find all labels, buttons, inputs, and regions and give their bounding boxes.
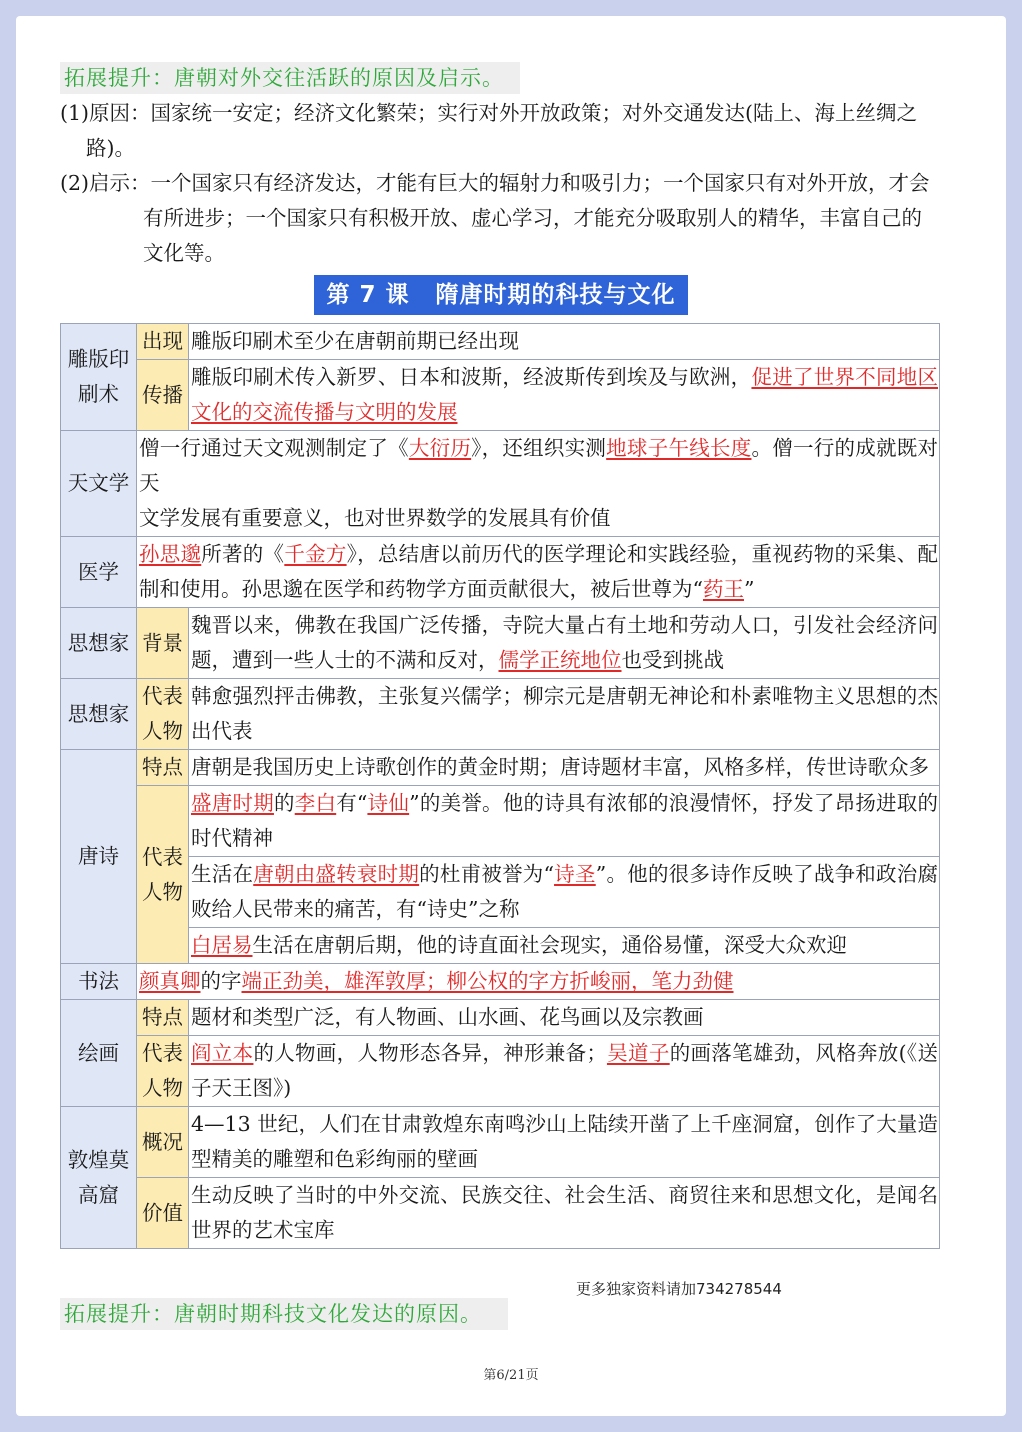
row-label: 传播 xyxy=(137,360,189,431)
row-text xyxy=(137,964,940,1000)
extension-heading-2: 拓展提升：唐朝时期科技文化发达的原因。 xyxy=(60,1298,508,1330)
text-span: 僧一行通过天文观测制定了《 xyxy=(139,436,409,460)
table-row xyxy=(61,928,940,964)
highlight-text: 孙思邈 xyxy=(139,542,202,566)
table-row xyxy=(61,431,940,537)
text-span: 的人物画，人物形态各异，神形兼备； xyxy=(253,1041,607,1065)
row-label: 特点 xyxy=(137,1000,189,1036)
table-row xyxy=(61,857,940,928)
highlight-text: 唐朝由盛转衰时期 xyxy=(253,862,420,886)
table-row xyxy=(61,1107,940,1178)
row-text xyxy=(189,360,940,431)
row-category-painting: 绘画 xyxy=(61,1000,137,1107)
text-span: 的字 xyxy=(200,969,242,993)
knowledge-table xyxy=(60,323,940,1249)
text-span: 雕版印刷术传入新罗、日本和波斯，经波斯传到埃及与欧洲， xyxy=(191,365,752,389)
text-span: 》，还组织实测 xyxy=(471,436,607,460)
highlight-text: 诗仙 xyxy=(367,791,410,815)
row-category-dunhuang: 敦煌莫高窟 xyxy=(61,1107,137,1249)
row-category-thinkers: 思想家 xyxy=(61,608,137,679)
text-span: 所著的《 xyxy=(201,542,285,566)
text-span: ” xyxy=(743,577,755,601)
text-span: 的杜甫被誉为“ xyxy=(419,862,555,886)
highlight-text: 李白 xyxy=(294,791,337,815)
highlight-text: 盛唐时期 xyxy=(191,791,274,815)
row-label: 代表人物 xyxy=(137,1036,189,1107)
row-category-printing: 雕版印刷术 xyxy=(61,324,137,431)
table-row xyxy=(61,1000,940,1036)
text-span: 生活在 xyxy=(191,862,254,886)
reason-paragraph: (1)原因：国家统一安定；经济文化繁荣；实行对外开放政策；对外交通发达(陆上、海上丝绸之路)。 xyxy=(60,101,918,160)
row-category-astronomy: 天文学 xyxy=(61,431,137,537)
text-span: 的画落笔雄劲，风格奔放(《送子天王图》) xyxy=(191,1041,938,1100)
table-row xyxy=(61,537,940,608)
text-span: 》，总结唐以前历代的医学理论和实践经验，重视药物的采集、配制和使用。孙思邈在医学和药物学方面贡献很大，被后世尊为“ xyxy=(139,542,939,601)
row-text: 韩愈强烈抨击佛教，主张复兴儒学；柳宗元是唐朝无神论和朴素唯物主义思想的杰出代表 xyxy=(189,679,940,750)
table-row xyxy=(61,964,940,1000)
row-text xyxy=(189,786,940,857)
text-span: 有“ xyxy=(336,791,368,815)
text-span: 也受到挑战 xyxy=(621,648,724,672)
insight-text: (2)启示：一个国家只有经济发达，才能有巨大的辐射力和吸引力；一个国家只有对外开放，才会有所进步；一个国家只有积极开放、虚心学习，才能充分吸取别人的精华，丰富自己的文化等。 xyxy=(60,171,930,265)
highlight-text: 药王 xyxy=(702,577,744,601)
highlight-text: 儒学正统地位 xyxy=(498,648,622,672)
text-span: ”。他的很多诗作反映了战争和政治腐败给人民带来的痛苦，有“诗史”之称 xyxy=(191,862,939,921)
insight-paragraph xyxy=(60,166,942,271)
row-label: 代表人物 xyxy=(137,786,189,964)
highlight-text: 促进了世界不同地区文化的交流传播与文明的发展 xyxy=(191,365,939,424)
highlight-text: 阎立本 xyxy=(191,1041,254,1065)
row-text xyxy=(189,857,940,928)
text-span: 魏晋以来，佛教在我国广泛传播，寺院大量占有土地和劳动人口，引发社会经济问题，遭到一些人士的不满和反对， xyxy=(191,613,938,672)
row-category-poetry: 唐诗 xyxy=(61,750,137,964)
table-row xyxy=(61,679,940,750)
page-number: 第6/21页 xyxy=(483,1368,539,1383)
highlight-text: 大衍历 xyxy=(408,436,472,460)
row-category-medicine: 医学 xyxy=(61,537,137,608)
table-row xyxy=(61,786,940,857)
row-label: 价值 xyxy=(137,1178,189,1249)
row-label: 背景 xyxy=(137,608,189,679)
extension-heading-1: 拓展提升：唐朝对外交往活跃的原因及启示。 xyxy=(60,62,520,94)
row-label: 特点 xyxy=(137,750,189,786)
row-text xyxy=(189,608,940,679)
highlight-text: 颜真卿 xyxy=(139,969,201,993)
table-row xyxy=(61,1036,940,1107)
row-text xyxy=(137,431,940,537)
lesson-name: 隋唐时期的科技与文化 xyxy=(435,282,676,308)
highlight-text: 诗圣 xyxy=(554,862,596,886)
row-category-calligraphy: 书法 xyxy=(61,964,137,1000)
row-label: 概况 xyxy=(137,1107,189,1178)
page-content xyxy=(60,62,942,1249)
row-text: 唐朝是我国历史上诗歌创作的黄金时期；唐诗题材丰富，风格多样，传世诗歌众多 xyxy=(189,750,940,786)
row-text: 题材和类型广泛，有人物画、山水画、花鸟画以及宗教画 xyxy=(189,1000,940,1036)
highlight-text: 端正劲美，雄浑敦厚；柳公权的字方折峻丽，笔力劲健 xyxy=(241,969,734,993)
text-span: 生活在唐朝后期，他的诗直面社会现实，通俗易懂，深受大众欢迎 xyxy=(252,933,847,957)
lesson-number: 第 7 课 xyxy=(326,282,410,308)
table-row xyxy=(61,608,940,679)
row-text: 生动反映了当时的中外交流、民族交往、社会生活、商贸往来和思想文化，是闻名世界的艺术宝库 xyxy=(189,1178,940,1249)
lesson-title xyxy=(314,275,687,315)
lesson-title-wrap xyxy=(60,275,942,315)
row-label: 出现 xyxy=(137,324,189,360)
row-text: 雕版印刷术至少在唐朝前期已经出现 xyxy=(189,324,940,360)
text-span: 文学发展有重要意义，也对世界数学的发展具有价值 xyxy=(139,506,611,530)
row-text xyxy=(189,1036,940,1107)
text-span: 的 xyxy=(273,791,295,815)
row-category-thinkers: 思想家 xyxy=(61,679,137,750)
highlight-text: 地球子午线长度 xyxy=(606,436,752,460)
row-label: 代表人物 xyxy=(137,679,189,750)
row-text: 4—13 世纪，人们在甘肃敦煌东南鸣沙山上陆续开凿了上千座洞窟，创作了大量造型精美的雕塑和色彩绚丽的壁画 xyxy=(189,1107,940,1178)
highlight-text: 白居易 xyxy=(191,933,253,957)
table-row xyxy=(61,750,940,786)
row-text xyxy=(137,537,940,608)
highlight-text: 千金方 xyxy=(284,542,347,566)
table-row xyxy=(61,324,940,360)
text-span: 。僧一行的成就既对天 xyxy=(139,436,939,495)
table-row xyxy=(61,360,940,431)
extension-heading-2-wrap xyxy=(60,1298,508,1330)
text-span: ”的美誉。他的诗具有浓郁的浪漫情怀，抒发了昂扬进取的时代精神 xyxy=(191,791,939,850)
promo-text: 更多独家资料请加734278544 xyxy=(576,1280,782,1298)
highlight-text: 吴道子 xyxy=(606,1041,670,1065)
row-text xyxy=(189,928,940,964)
table-row xyxy=(61,1178,940,1249)
